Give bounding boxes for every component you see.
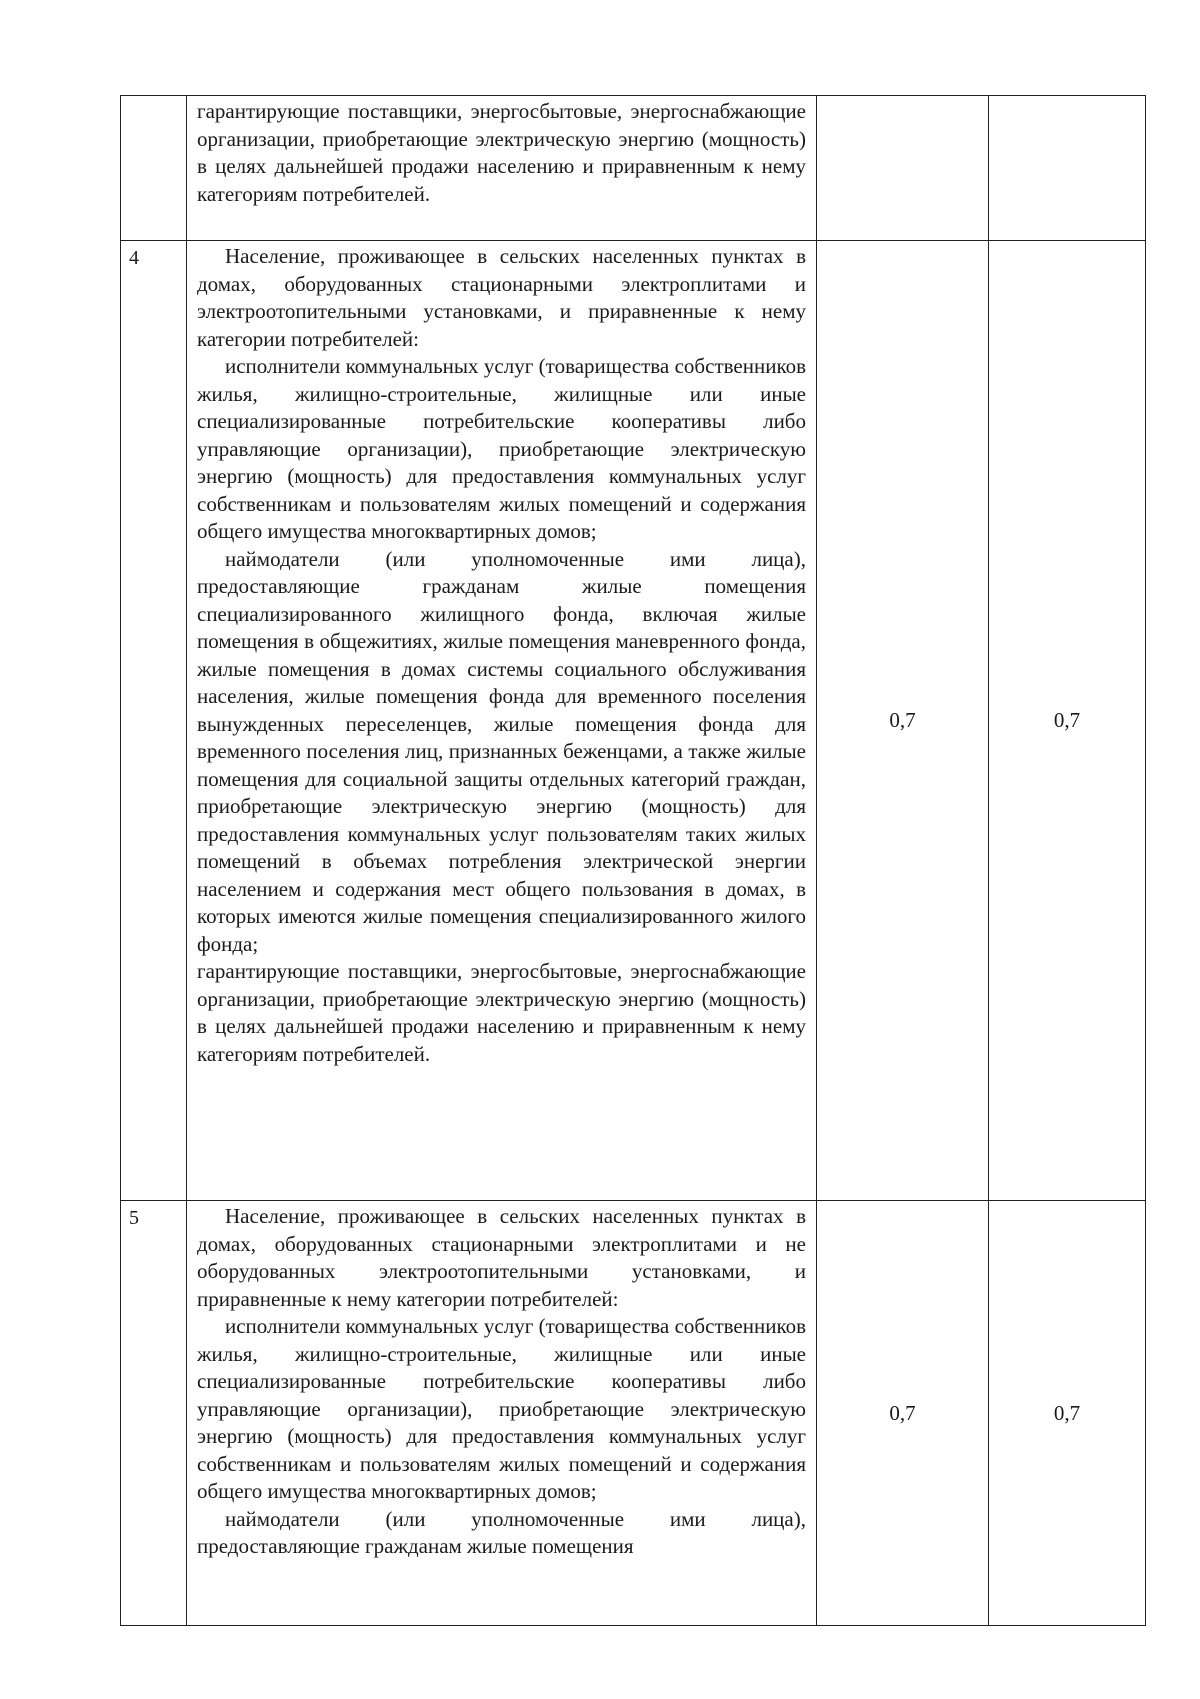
category-paragraph: наймодатели (или уполномоченные ими лица), предоставляющие гражданам жилые помещения специализированного жилищного фонда, включая жилые помещения в общежитиях, жилые помещения маневренного фонда, жилые помещения в домах системы социального обслуживания населения, жилые помещения фонда для временного поселения вынужденных переселенцев, жилые помещения фонда для временного поселения лиц, признанных беженцами, а также жилые помещения для социальной защиты отдельных категорий граждан, приобретающие электрическую энергию (мощность) для предоставления коммунальных услуг пользователям таких жилых помещений в объемах потребления электрической энергии населением и содержания мест общего пользования в домах, в которых имеются жилые помещения специализированного жилого фонда; — [197, 546, 806, 956]
consumer-category-cell — [187, 1201, 817, 1626]
row-number — [121, 96, 187, 241]
category-paragraph: исполнители коммунальных услуг (товарищества собственников жилья, жилищно-строительные, жилищные или иные специализированные потребительские кооперативы либо управляющие организации), приобретающие электрическую энергию (мощность) для предоставления коммунальных услуг собственникам и пользователям жилых помещений и содержания общего имущества многоквартирных домов; — [197, 354, 806, 543]
category-paragraph: гарантирующие поставщики, энергосбытовые, энергоснабжающие организации, приобретающие электрическую энергию (мощность) в целях дальнейшей продажи населению и приравненным к нему категориям потребителей. — [197, 959, 806, 1066]
category-paragraph: исполнители коммунальных услуг (товарищества собственников жилья, жилищно-строительные, жилищные или иные специализированные потребительские кооперативы либо управляющие организации), приобретающие электрическую энергию (мощность) для предоставления коммунальных услуг собственникам и пользователям жилых помещений и содержания общего имущества многоквартирных домов; — [197, 1314, 806, 1503]
category-paragraph: Население, проживающее в сельских населенных пунктах в домах, оборудованных стационарными электроплитами и не оборудованных электроотопительными установками, и приравненные к нему категории потребителей: — [197, 1204, 806, 1311]
coefficient-cell-2 — [989, 96, 1146, 241]
category-paragraph: наймодатели (или уполномоченные ими лица), предоставляющие гражданам жилые помещения — [197, 1506, 806, 1558]
coefficient-cell-2: 0,7 — [989, 241, 1146, 1201]
consumer-category-cell — [187, 96, 817, 241]
consumer-category-cell — [187, 241, 817, 1201]
tariff-table — [120, 95, 1146, 1626]
table-row — [121, 1201, 1146, 1626]
category-paragraph: гарантирующие поставщики, энергосбытовые, энергоснабжающие организации, приобретающие электрическую энергию (мощность) в целях дальнейшей продажи населению и приравненным к нему категориям потребителей. — [197, 99, 806, 206]
table-row — [121, 96, 1146, 241]
table-row — [121, 241, 1146, 1201]
coefficient-cell-2: 0,7 — [989, 1201, 1146, 1626]
row-number: 5 — [121, 1201, 187, 1626]
category-paragraph: Население, проживающее в сельских населенных пунктах в домах, оборудованных стационарными электроплитами и электроотопительными установками, и приравненные к нему категории потребителей: — [197, 244, 806, 351]
coefficient-cell-1: 0,7 — [817, 1201, 989, 1626]
coefficient-cell-1 — [817, 96, 989, 241]
coefficient-cell-1: 0,7 — [817, 241, 989, 1201]
row-number: 4 — [121, 241, 187, 1201]
